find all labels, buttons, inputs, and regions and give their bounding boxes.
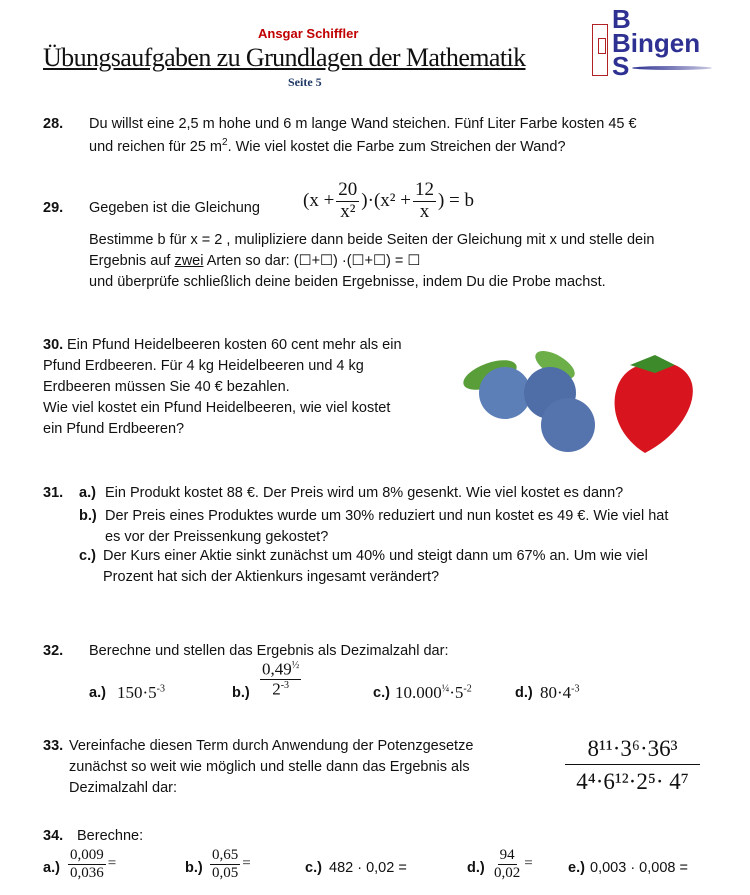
q33-text: Vereinfache diesen Term durch Anwendung der Potenzgesetze xyxy=(69,738,474,754)
label-c: c.) xyxy=(305,860,322,876)
q30-text: Wie viel kostet ein Pfund Heidelbeeren, wie viel kostet xyxy=(43,400,391,416)
q29-text-2: Ergebnis auf zwei Arten so dar: (☐+☐) ·(☐+☐) = ☐ xyxy=(89,253,421,269)
q28-text: Du willst eine 2,5 m hohe und 6 m lange Wand steichen. Fünf Liter Farbe kosten 45 € xyxy=(89,116,637,132)
label-b: b.) xyxy=(232,685,250,701)
question-number: 34. xyxy=(43,828,64,844)
question-number: 33. xyxy=(43,738,64,754)
q32b-expression: $\frac{0,49^{\frac{1}{2}}}{2^{-3}}$ xyxy=(262,659,300,699)
q34a-expression: $\frac{0,009}{0,036}$ = xyxy=(70,847,117,881)
page-number: Seite 5 xyxy=(288,75,322,89)
question-number: 31. xyxy=(43,485,64,501)
label-a: a.) xyxy=(89,685,106,701)
label-a: a.) xyxy=(79,485,96,501)
q28-text-2: und reichen für 25 $m^2$. Wie viel kostet die Farbe zum Streichen der Wand? xyxy=(89,137,566,155)
q31c-text: Der Kurs einer Aktie sinkt zunächst um 40% und steigt dann um 67% an. Um wie viel xyxy=(103,548,648,564)
q31c-text-2: Prozent hat sich der Aktienkurs ingesamt verändert? xyxy=(103,569,440,585)
label-c: c.) xyxy=(373,685,390,701)
q33-text: Dezimalzahl dar: xyxy=(69,780,177,796)
label-b: b.) xyxy=(79,508,97,524)
q30-text: ein Pfund Erdbeeren? xyxy=(43,421,185,437)
q30-text: Erdbeeren müssen Sie 40 € bezahlen. xyxy=(43,379,290,395)
q33-fraction: 8¹¹·3⁶·36³ 4⁴·6¹²·2⁵· 4⁷ xyxy=(565,736,700,795)
question-number: 30. xyxy=(43,337,64,353)
berries-image xyxy=(460,325,730,460)
q32a-expression: $150\cdot 5^{-3}$ xyxy=(117,683,166,702)
q29-text-3: und überprüfe schließlich deine beiden Ergebnisse, indem Du die Probe machst. xyxy=(89,274,606,290)
label-e: e.) xyxy=(568,860,585,876)
q34-intro: Berechne: xyxy=(77,828,144,844)
question-number: 29. xyxy=(43,200,64,216)
q31a-text: Ein Produkt kostet 88 €. Der Preis wird um 8% gesenkt. Wie viel kostet es dann? xyxy=(105,485,624,501)
label-b: b.) xyxy=(185,860,203,876)
q29-text-1: Bestimme b für x = 2 , mulipliziere dann beide Seiten der Gleichung mit x und stelle dein xyxy=(89,232,655,248)
label-a: a.) xyxy=(43,860,60,876)
q29-equation: (x + $\frac{20}{\text{x²}}$ )·(x² + $\frac{12}{x}$ ) = b xyxy=(303,179,474,222)
q32-intro: Berechne und stellen das Ergebnis als Dezimalzahl dar: xyxy=(89,643,449,659)
q31b-text-2: es vor der Preissenkung gekostet? xyxy=(105,529,329,545)
q34b-expression: $\frac{0,65}{0,05}$ = xyxy=(212,847,251,881)
label-c: c.) xyxy=(79,548,96,564)
q29-intro: Gegeben ist die Gleichung xyxy=(89,200,260,216)
q30-text: Ein Pfund Heidelbeeren kosten 60 cent mehr als ein xyxy=(67,337,402,353)
q31b-text: Der Preis eines Produktes wurde um 30% reduziert und nun kostet es 49 €. Wie viel hat xyxy=(105,508,669,524)
question-number: 28. xyxy=(43,116,64,132)
label-d: d.) xyxy=(467,860,485,876)
q34e-expression: 0,003 · 0,008 = xyxy=(590,860,688,876)
q34d-expression: $\frac{94}{0,02}$ = xyxy=(494,847,533,881)
q33-text: zunächst so weit wie möglich und stelle dann das Ergebnis als xyxy=(69,759,470,775)
page-title: Übungsaufgaben zu Grundlagen der Mathematik xyxy=(43,43,526,72)
q32d-expression: $80\cdot 4^{-3}$ xyxy=(540,683,580,702)
question-number: 32. xyxy=(43,643,64,659)
q30-text: Pfund Erdbeeren. Für 4 kg Heidelbeeren und 4 kg xyxy=(43,358,364,374)
q32c-expression: $10.000^{\frac{1}{4}}\cdot 5^{-2}$ xyxy=(395,683,472,702)
q34c-expression: 482 · 0,02 = xyxy=(329,860,407,876)
author: Ansgar Schiffler xyxy=(258,26,359,41)
label-d: d.) xyxy=(515,685,533,701)
school-logo: B Bingen S xyxy=(590,10,720,80)
